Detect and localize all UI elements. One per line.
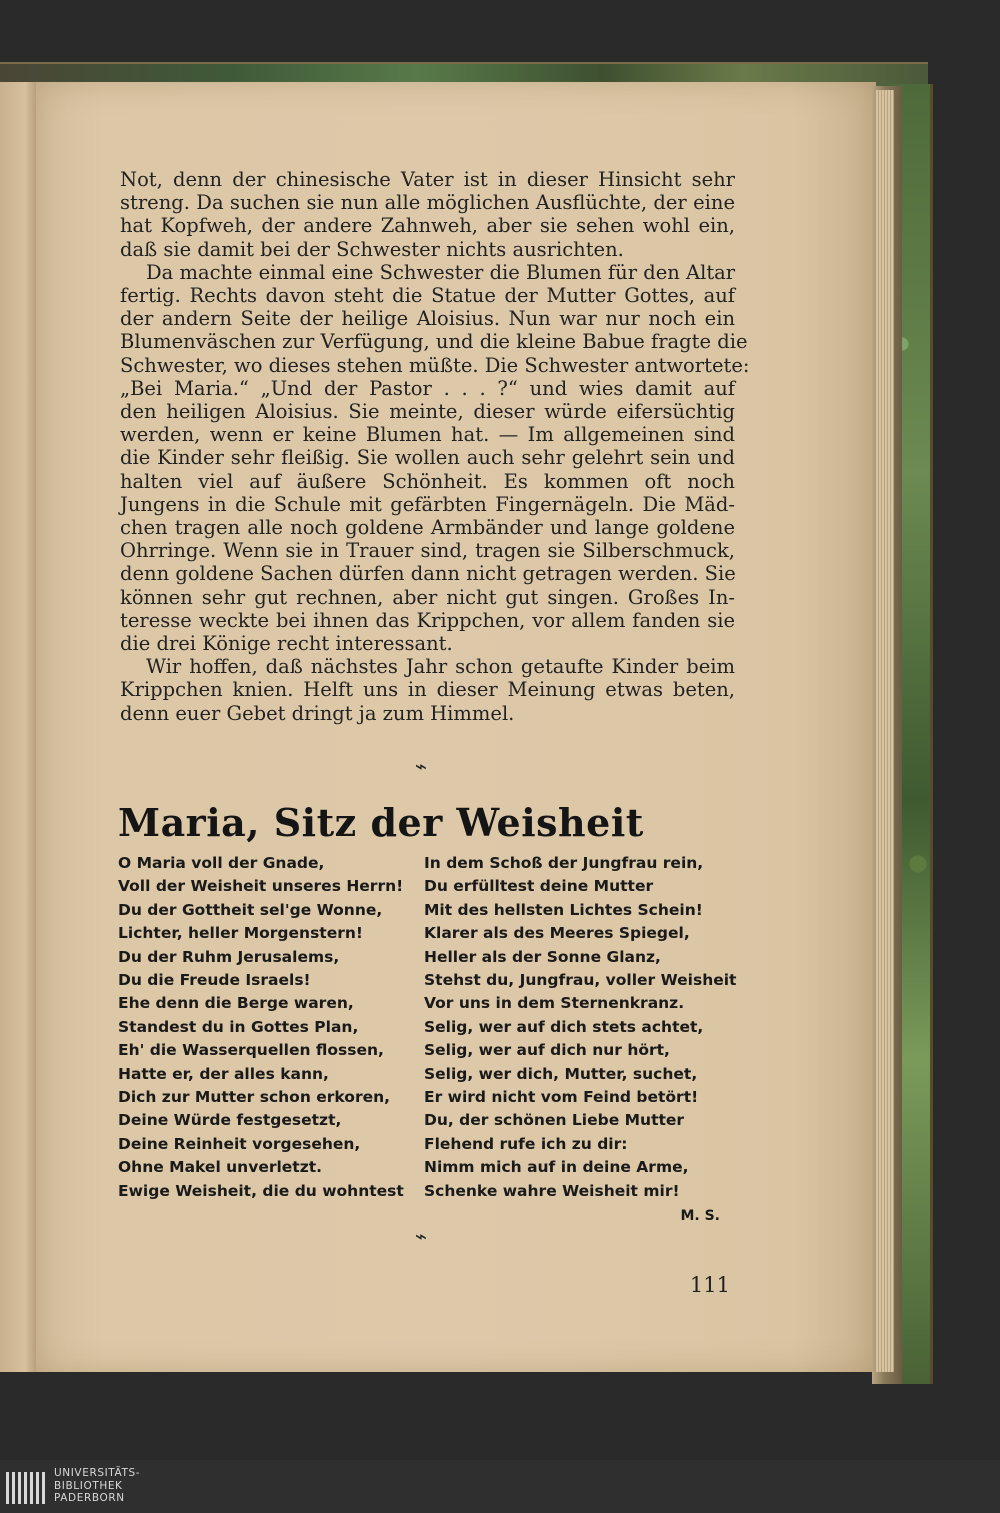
poem-line: Selig, wer auf dich stets achtet,: [424, 1017, 704, 1036]
library-name-line: UNIVERSITÄTS-: [54, 1467, 141, 1479]
library-logo-icon: [4, 1468, 48, 1508]
body-line: Jungens in die Schule mit gefärbten Fingernägeln. Die Mäd-: [120, 492, 735, 516]
poem-line: Du die Freude Israels!: [118, 971, 311, 990]
poem-line: Hatte er, der alles kann,: [118, 1064, 329, 1083]
poem-line: Ehe denn die Berge waren,: [118, 994, 354, 1013]
body-line: Schwester, wo dieses stehen müßte. Die Schwester antwortete:: [120, 353, 750, 377]
poem-line: Voll der Weisheit unseres Herrn!: [118, 877, 404, 896]
body-line: hat Kopfweh, der andere Zahnweh, aber sie sehen wohl ein,: [120, 214, 735, 238]
poem-line: Vor uns in dem Sternenkranz.: [424, 994, 685, 1013]
page-number: 111: [689, 1273, 730, 1297]
library-name-line: PADERBORN: [54, 1492, 125, 1504]
poem-line: Du der Gottheit sel'ge Wonne,: [118, 900, 383, 919]
body-line: den heiligen Aloisius. Sie meinte, dieser würde eifersüchtig: [120, 400, 735, 424]
body-line: denn goldene Sachen dürfen dann nicht getragen werden. Sie: [120, 562, 736, 586]
section-separator-ornament: ⌁: [414, 754, 428, 778]
poem-line: Eh' die Wasserquellen flossen,: [118, 1041, 384, 1060]
body-line: chen tragen alle noch goldene Armbänder und lange goldene: [120, 516, 735, 540]
poem-line: O Maria voll der Gnade,: [118, 854, 325, 872]
body-line: „Bei Maria.“ „Und der Pastor . . . ?“ und wies damit auf: [120, 376, 735, 400]
page-stack-edge: [876, 90, 894, 1372]
previous-page-edge: [0, 82, 38, 1372]
library-name: [54, 1467, 254, 1505]
poem-line: Flehend rufe ich zu dir:: [424, 1134, 628, 1153]
body-line: können sehr gut rechnen, aber nicht gut singen. Großes In-: [120, 585, 735, 609]
poem-line: Deine Reinheit vorgesehen,: [118, 1134, 361, 1153]
poem-line: Mit des hellsten Lichtes Schein!: [424, 900, 703, 919]
body-line: der andern Seite der heilige Aloisius. Nun war nur noch ein: [120, 307, 735, 331]
poem-line: Ewige Weisheit, die du wohntest: [118, 1181, 404, 1200]
poem-line: Stehst du, Jungfrau, voller Weisheit: [424, 971, 737, 990]
poem-line: Er wird nicht vom Feind betört!: [424, 1088, 699, 1107]
body-line: fertig. Rechts davon steht die Statue der Mutter Gottes, auf: [120, 284, 735, 308]
article-body: [120, 168, 750, 725]
section-separator-ornament: ⌁: [414, 1224, 428, 1248]
poem-left-column: [118, 852, 448, 1203]
body-line: halten viel auf äußere Schönheit. Es kommen oft noch: [120, 469, 735, 493]
poem-line: Dich zur Mutter schon erkoren,: [118, 1088, 391, 1107]
poem-line: Du der Ruhm Jerusalems,: [118, 947, 340, 966]
body-line: Da machte einmal eine Schwester die Blumen für den Altar: [146, 260, 736, 284]
library-name-line: BIBLIOTHEK: [54, 1479, 123, 1492]
poem-signature: M. S.: [680, 1208, 720, 1224]
poem-right-column: [424, 852, 744, 1203]
body-line: werden, wenn er keine Blumen hat. — Im allgemeinen sind: [120, 423, 735, 447]
poem-line: Schenke wahre Weisheit mir!: [424, 1181, 680, 1200]
poem-title: Maria, Sitz der Weisheit: [118, 800, 644, 845]
poem-line: Selig, wer dich, Mutter, suchet,: [424, 1064, 698, 1083]
poem-line: Selig, wer auf dich nur hört,: [424, 1041, 670, 1060]
body-line: Not, denn der chinesische Vater ist in dieser Hinsicht sehr: [120, 168, 735, 191]
body-line: Krippchen knien. Helft uns in dieser Meinung etwas beten,: [120, 678, 735, 702]
poem-line: In dem Schoß der Jungfrau rein,: [424, 854, 704, 872]
body-line: die Kinder sehr fleißig. Sie wollen auch sehr gelehrt sein und: [120, 446, 735, 470]
poem-line: Ohne Makel unverletzt.: [118, 1158, 323, 1177]
poem-line: Du, der schönen Liebe Mutter: [424, 1111, 685, 1130]
poem-line: Lichter, heller Morgenstern!: [118, 924, 363, 943]
body-line: denn euer Gebet dringt ja zum Himmel.: [120, 701, 515, 725]
body-line: Ohrringe. Wenn sie in Trauer sind, tragen sie Silberschmuck,: [120, 539, 735, 563]
body-line: daß sie damit bei der Schwester nichts ausrichten.: [120, 237, 624, 261]
body-line: die drei Könige recht interessant.: [120, 632, 453, 656]
poem-line: Deine Würde festgesetzt,: [118, 1111, 342, 1130]
poem-line: Nimm mich auf in deine Arme,: [424, 1158, 689, 1177]
body-line: streng. Da suchen sie nun alle möglichen Ausflüchte, der eine: [120, 191, 735, 215]
poem-line: Standest du in Gottes Plan,: [118, 1017, 359, 1036]
poem-line: Heller als der Sonne Glanz,: [424, 947, 661, 966]
poem-line: Klarer als des Meeres Spiegel,: [424, 924, 690, 943]
body-line: Blumenväschen zur Verfügung, und die kleine Babue fragte die: [120, 330, 748, 354]
body-line: teresse weckte bei ihnen das Krippchen, vor allem fanden sie: [120, 608, 735, 632]
body-line: Wir hoffen, daß nächstes Jahr schon getaufte Kinder beim: [146, 655, 735, 679]
poem-line: Du erfülltest deine Mutter: [424, 877, 654, 896]
